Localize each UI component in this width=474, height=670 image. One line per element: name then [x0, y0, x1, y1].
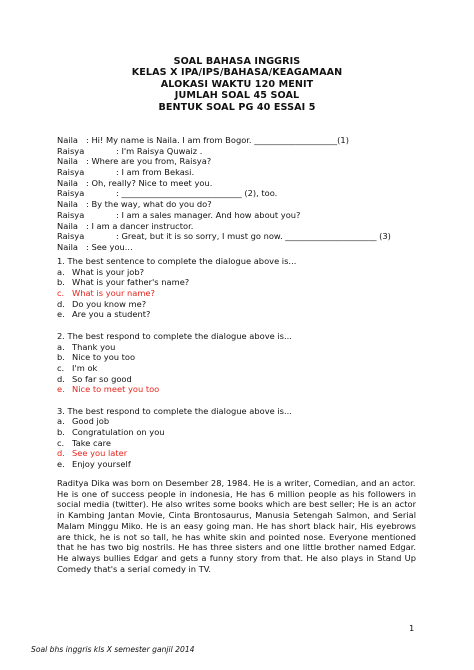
- option: [57, 309, 296, 320]
- dialogue-text: See you...: [91, 241, 133, 252]
- option-letter: a.: [57, 416, 65, 427]
- passage-paragraph-2: He is one of success people in indonesia, He has 6 million people as his followers in social media (twitter). He also writes some books which are best seller; He is an actor in Kambing Jantan Movie, Cinta Brontosaurus, Manusia Setengah Salmon, and Serial Malam Minggu Miko. He is an easy going man. He has short black hair, His eyebrows are thick, he is not so tall, he has white skin and pointed nose. Everyone mentioned that he has two big nostrils. He has three sisters and one little brother named Edgar. He always bullies Edgar and gets a funny story from that. He also plays in Stand Up Comedy that's a serial comedy in TV.: [57, 488, 416, 574]
- option-letter: e.: [57, 384, 65, 395]
- speaker: Naila: [57, 199, 78, 210]
- dialogue-text: Where are you from, Raisya?: [91, 156, 212, 167]
- option-text: What is your father's name?: [72, 277, 190, 288]
- option-highlighted: [57, 384, 296, 395]
- question: [57, 256, 296, 320]
- passage-paragraph-1: Raditya Dika was born on Desember 28, 1984. He is a writer, Comedian, and an actor.: [57, 478, 416, 488]
- option-highlighted: [57, 288, 296, 299]
- question: [57, 331, 296, 395]
- option: [57, 299, 296, 310]
- dialogue-text: I am from Bekasi.: [121, 167, 195, 178]
- dialogue-text: Great, but it is so sorry, I must go now. ______________________ (3): [121, 231, 391, 242]
- option: [57, 374, 296, 385]
- option-letter: c.: [57, 288, 65, 299]
- option-letter: a.: [57, 341, 65, 352]
- option-text: Enjoy yourself: [72, 459, 131, 470]
- dialogue-text: I'm Raisya Quwaiz .: [121, 145, 203, 156]
- header-format: BENTUK SOAL PG 40 ESSAI 5: [158, 101, 316, 113]
- option-letter: c.: [57, 362, 65, 373]
- dialogue-line: Raisya : Great, but it is so sorry, I must go now. ______________________ (3): [57, 231, 391, 242]
- speaker: Raisya: [57, 209, 85, 220]
- dialogue-text: _____________________________ (2), too.: [121, 188, 278, 199]
- option-text: Take care: [72, 437, 112, 448]
- speaker: Naila: [57, 156, 78, 167]
- option-letter: c.: [57, 437, 65, 448]
- option: [57, 363, 296, 374]
- option-list: [57, 267, 296, 320]
- question-stem: 2. The best respond to complete the dialogue above is...: [57, 330, 292, 341]
- dialogue-line: Naila : Oh, really? Nice to meet you.: [57, 177, 213, 188]
- option-text: What is your name?: [72, 288, 155, 299]
- option-letter: e.: [57, 309, 65, 320]
- page-footer: Soal bhs inggris kls X semester ganjil 2014: [31, 645, 195, 654]
- speaker: Raisya: [57, 231, 85, 242]
- option-letter: b.: [57, 277, 65, 288]
- option: [57, 352, 296, 363]
- exam-header: [0, 56, 474, 113]
- option-text: Congratulation on you: [72, 427, 165, 438]
- option-letter: e.: [57, 459, 65, 470]
- option-letter: d.: [57, 373, 65, 384]
- dialogue-text: I am a dancer instructor.: [91, 220, 194, 231]
- questions-block: [57, 256, 296, 480]
- dialogue-block: [57, 135, 391, 253]
- option-list: [57, 416, 296, 469]
- option-text: Nice to you too: [72, 352, 136, 363]
- dialogue-text: Hi! My name is Naila. I am from Bogor. ____________________(1): [91, 135, 349, 145]
- option-text: What is your job?: [72, 266, 145, 277]
- header-count: JUMLAH SOAL 45 SOAL: [174, 90, 300, 102]
- dialogue-text: Oh, really? Nice to meet you.: [91, 177, 213, 188]
- speaker: Naila: [57, 177, 78, 188]
- option-text: I'm ok: [72, 362, 98, 373]
- option: [57, 277, 296, 288]
- page-number: 1: [409, 623, 415, 633]
- dialogue-line: Raisya : I'm Raisya Quwaiz .: [57, 145, 203, 156]
- option-text: Do you know me?: [72, 298, 147, 309]
- dialogue-line: Raisya : _____________________________ (2), too.: [57, 188, 278, 199]
- speaker: Naila: [57, 241, 78, 252]
- header-class: KELAS X IPA/IPS/BAHASA/KEAGAMAAN: [131, 67, 343, 79]
- option-text: So far so good: [72, 373, 132, 384]
- option-list: [57, 342, 296, 395]
- option: [57, 342, 296, 353]
- dialogue-text: By the way, what do you do?: [91, 199, 212, 210]
- speaker: Raisya: [57, 145, 85, 156]
- question-stem: 3. The best respond to complete the dialogue above is...: [57, 405, 292, 416]
- option-letter: a.: [57, 266, 65, 277]
- speaker: Raisya: [57, 188, 85, 199]
- dialogue-line: Naila : See you...: [57, 241, 133, 252]
- option: [57, 438, 296, 449]
- dialogue-line: Raisya : I am from Bekasi.: [57, 167, 195, 178]
- option: [57, 267, 296, 278]
- question-stem: 1. The best sentence to complete the dialogue above is...: [57, 256, 297, 266]
- dialogue-line: Naila : By the way, what do you do?: [57, 199, 212, 210]
- option-text: Are you a student?: [72, 309, 151, 320]
- dialogue-line: Raisya : I am a sales manager. And how about you?: [57, 209, 301, 220]
- header-title: SOAL BAHASA INGGRIS: [173, 56, 301, 67]
- option-letter: b.: [57, 352, 65, 363]
- header-time: ALOKASI WAKTU 120 MENIT: [160, 78, 314, 90]
- option-letter: d.: [57, 298, 65, 309]
- option: [57, 459, 296, 470]
- speaker: Naila: [57, 135, 78, 145]
- option: [57, 427, 296, 438]
- option: [57, 416, 296, 427]
- question: [57, 406, 296, 470]
- dialogue-line: Naila : Hi! My name is Naila. I am from Bogor. ____________________(1): [57, 135, 349, 145]
- dialogue-text: I am a sales manager. And how about you?: [121, 209, 301, 220]
- speaker: Raisya: [57, 167, 85, 178]
- option-letter: d.: [57, 448, 65, 459]
- dialogue-line: Naila : Where are you from, Raisya?: [57, 156, 212, 167]
- reading-passage: [57, 478, 416, 574]
- option-text: Good job: [72, 416, 110, 427]
- option-text: Nice to meet you too: [72, 384, 160, 395]
- option-highlighted: [57, 448, 296, 459]
- option-text: Thank you: [72, 341, 116, 352]
- option-text: See you later: [72, 448, 128, 459]
- option-letter: b.: [57, 427, 65, 438]
- speaker: Naila: [57, 220, 78, 231]
- dialogue-line: Naila : I am a dancer instructor.: [57, 220, 194, 231]
